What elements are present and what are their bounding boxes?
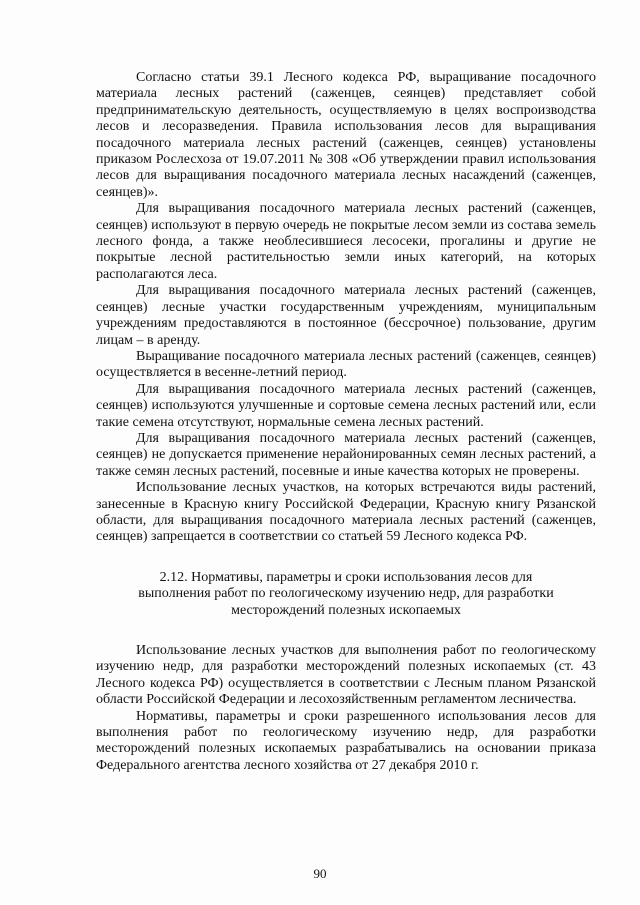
paragraph-land-provision: Для выращивания посадочного материала лесных растений (саженцев, сеянцев) лесные участки государственным учреждениям, муниципальным учреждениям предоставляются в постоянное (бессрочное) пользование, другим лицам – в аренду. — [96, 283, 596, 348]
paragraph-red-book: Использование лесных участков, на которых встречаются виды растений, занесенные в Красную книгу Российской Федерации, Красную книгу Рязанской области, для выращивания посадочного материала лесных растений (саженцев, сеянцев) запрещается в соответствии со статьей 59 Лесного кодекса РФ. — [96, 480, 596, 545]
section-heading-line: 2.12. Нормативы, параметры и сроки использования лесов для — [159, 569, 533, 585]
paragraph-geology-norms: Нормативы, параметры и сроки разрешенного использования лесов для выполнения работ по геологическому изучению недр, для разработки месторождений полезных ископаемых разрабатывались на основании приказа Федерального агентства лесного хозяйства от 27 декабря 2010 г. — [96, 708, 596, 773]
section-heading-2-12 — [96, 570, 596, 619]
paragraph-lands-used: Для выращивания посадочного материала лесных растений (саженцев, сеянцев) используют в первую очередь не покрытые лесом земли из состава земель лесного фонда, а также необлесившиеся лесосеки, прогалины и другие не покрытые лесной растительностью земли иных категорий, на которых располагаются леса. — [96, 201, 596, 282]
page-body — [96, 70, 596, 774]
section-heading-line: месторождений полезных ископаемых — [231, 602, 461, 618]
paragraph-geology-use: Использование лесных участков для выполнения работ по геологическому изучению недр, для разработки месторождений полезных ископаемых (ст. 43 Лесного кодекса РФ) осуществляется в соответствии с Лесным планом Рязанской области Российской Федерации и лесохозяйственным регламентом лесничества. — [96, 643, 596, 708]
paragraph-growing-period: Выращивание посадочного материала лесных растений (саженцев, сеянцев) осуществляется в весенне-летний период. — [96, 348, 596, 381]
section-spacer — [96, 619, 596, 643]
paragraph-seeds-prohibited: Для выращивания посадочного материала лесных растений (саженцев, сеянцев) не допускается применение нерайонированных семян лесных растений, а также семян лесных растений, посевные и иные качества которых не проверены. — [96, 430, 596, 479]
paragraph-seeds-used: Для выращивания посадочного материала лесных растений (саженцев, сеянцев) используются улучшенные и сортовые семена лесных растений или, если такие семена отсутствуют, нормальные семена лесных растений. — [96, 381, 596, 430]
page-number: 90 — [313, 866, 327, 881]
section-heading-line: выполнения работ по геологическому изучению недр, для разработки — [138, 586, 554, 602]
paragraph-article-39-1: Согласно статьи 39.1 Лесного кодекса РФ, выращивание посадочного материала лесных растений (саженцев, сеянцев) представляет собой предпринимательскую деятельность, осуществляемую в целях воспроизводства лесов и лесоразведения. Правила использования лесов для выращивания посадочного материала лесных растений (саженцев, сеянцев) установлены приказом Рослесхоза от 19.07.2011 № 308 «Об утверждении правил использования лесов для выращивания посадочного материала лесных насаждений (саженцев, сеянцев)». — [96, 70, 596, 200]
